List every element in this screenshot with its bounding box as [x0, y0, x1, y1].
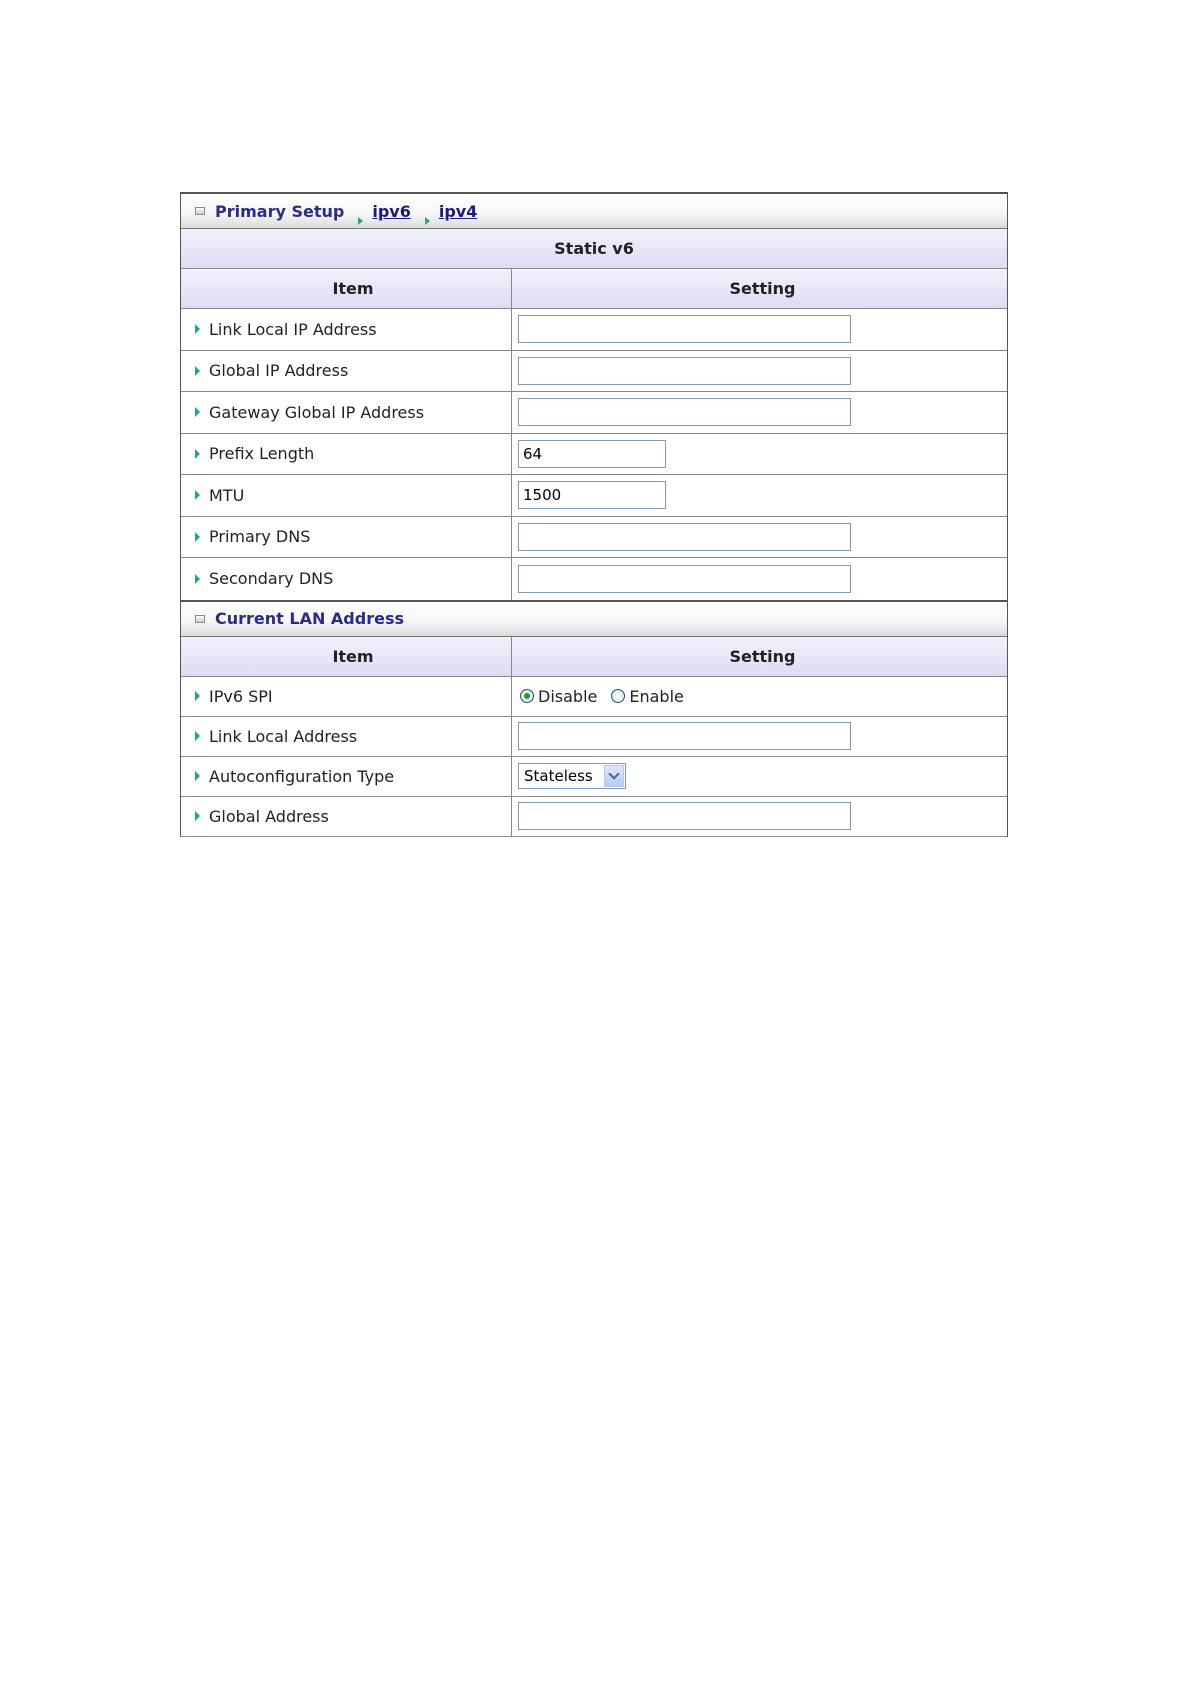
bullet-arrow-icon [195, 731, 200, 741]
table-row [181, 517, 1007, 559]
bullet-arrow-icon [195, 407, 200, 417]
setting-column-header: Setting [729, 279, 796, 298]
gateway-global-ip-input[interactable] [518, 398, 851, 426]
breadcrumb-ipv6 [358, 202, 411, 221]
table-row [181, 757, 1007, 797]
ipv6-spi-label: IPv6 SPI [209, 686, 273, 706]
static-v6-band: Static v6 [181, 229, 1007, 269]
chevron-down-icon [608, 768, 619, 779]
item-column-header: Item [181, 269, 512, 308]
table-row [181, 677, 1007, 717]
autoconfiguration-type-select[interactable] [518, 763, 626, 789]
autoconfiguration-selected-value: Stateless [524, 767, 593, 785]
link-local-ip-input[interactable] [518, 315, 851, 343]
secondary-dns-label: Secondary DNS [209, 569, 334, 589]
table-row [181, 392, 1007, 434]
setup-panel [180, 192, 1008, 837]
breadcrumb-arrow-icon [425, 217, 430, 225]
setting-column-header: Setting [729, 646, 796, 666]
spi-enable-label: Enable [629, 686, 684, 706]
table-row [181, 717, 1007, 757]
autoconfiguration-type-label: Autoconfiguration Type [209, 766, 395, 786]
prefix-length-input[interactable] [518, 440, 666, 468]
item-column-header: Item [181, 637, 512, 676]
bullet-arrow-icon [195, 811, 200, 821]
link-local-address-label: Link Local Address [209, 726, 358, 746]
table-row [181, 558, 1007, 600]
primary-setup-header [181, 192, 1007, 229]
bullet-arrow-icon [195, 574, 200, 584]
bullet-arrow-icon [195, 449, 200, 459]
table-row [181, 475, 1007, 517]
spi-disable-label: Disable [538, 686, 598, 706]
mtu-label: MTU [209, 485, 245, 505]
spi-disable-option[interactable] [518, 687, 609, 706]
lan-address-header [181, 600, 1007, 637]
bullet-arrow-icon [195, 490, 200, 500]
bullet-arrow-icon [195, 691, 200, 701]
global-address-label: Global Address [209, 806, 329, 826]
link-local-ip-label: Link Local IP Address [209, 319, 377, 339]
global-ip-label: Global IP Address [209, 361, 349, 381]
global-address-input[interactable] [518, 802, 851, 830]
breadcrumb-arrow-icon [358, 217, 363, 225]
section-square-icon [195, 207, 205, 215]
radio-unchecked-icon[interactable] [611, 689, 625, 703]
ipv6-link[interactable]: ipv6 [372, 201, 411, 221]
primary-dns-input[interactable] [518, 523, 851, 551]
prefix-length-label: Prefix Length [209, 444, 315, 464]
table-row [181, 797, 1007, 837]
primary-setup-title: Primary Setup [215, 201, 345, 221]
bullet-arrow-icon [195, 324, 200, 334]
global-ip-input[interactable] [518, 357, 851, 385]
lan-address-title: Current LAN Address [215, 609, 404, 628]
gateway-global-ip-label: Gateway Global IP Address [209, 402, 425, 422]
link-local-address-input[interactable] [518, 722, 851, 750]
spi-enable-option[interactable] [609, 687, 696, 706]
mtu-input[interactable] [518, 481, 666, 509]
secondary-dns-input[interactable] [518, 565, 851, 593]
lan-column-header [181, 637, 1007, 677]
breadcrumb-ipv4 [425, 202, 478, 221]
bullet-arrow-icon [195, 532, 200, 542]
radio-checked-icon[interactable] [520, 689, 534, 703]
primary-column-header [181, 269, 1007, 309]
dropdown-button[interactable] [604, 765, 624, 787]
table-row [181, 434, 1007, 476]
table-row [181, 351, 1007, 393]
bullet-arrow-icon [195, 366, 200, 376]
primary-dns-label: Primary DNS [209, 527, 311, 547]
ipv4-link[interactable]: ipv4 [438, 201, 478, 221]
table-row [181, 309, 1007, 351]
section-square-icon [195, 615, 205, 623]
bullet-arrow-icon [195, 771, 200, 781]
